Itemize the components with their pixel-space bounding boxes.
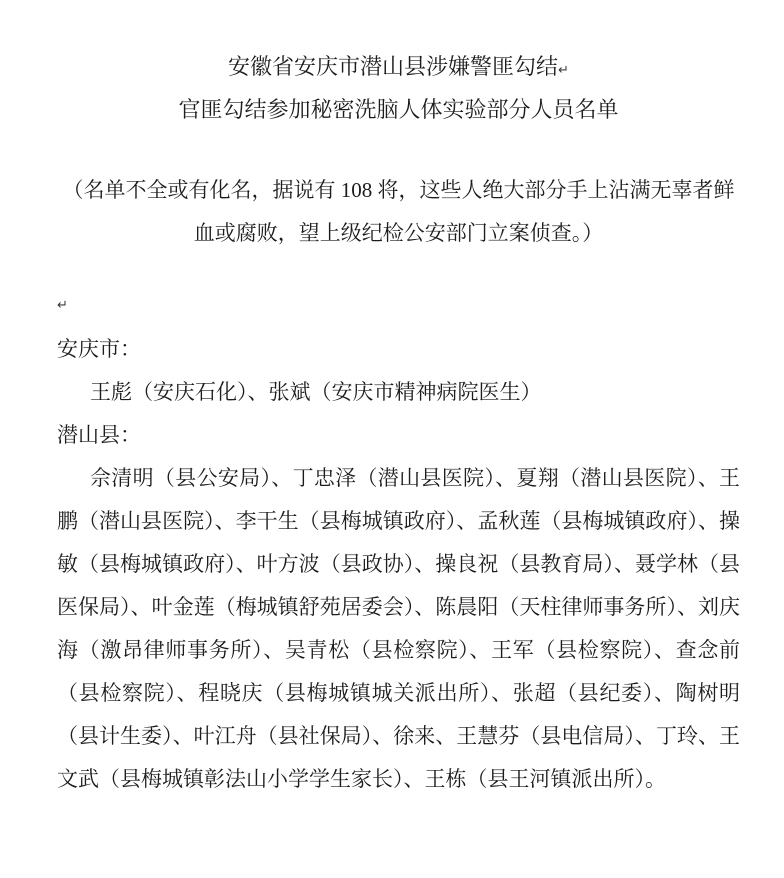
line-break-mark: ↵ xyxy=(558,63,569,78)
section-body-qianshan: 佘清明（县公安局）、丁忠泽（潜山县医院）、夏翔（潜山县医院）、王鹏（潜山县医院）、李干生（县梅城镇政府）、孟秋莲（县梅城镇政府）、操敏（县梅城镇政府）、叶方波（县政协）、操良祝（县教育局）、聂学林（县医保局）、叶金莲（梅城镇舒苑居委会）、陈晨阳（天柱律师事务所）、刘庆海（激昂律师事务所）、吴青松（县检察院）、王军（县检察院）、查念前（县检察院）、程晓庆（县梅城镇城关派出所）、张超（县纪委）、陶树明（县计生委）、叶江舟（县社保局）、徐来、王慧芬（县电信局）、丁玲、王文武（县梅城镇彰法山小学学生家长）、王栋（县王河镇派出所）。 xyxy=(57,466,740,791)
title-line-1-text: 安徽省安庆市潜山县涉嫌警匪勾结 xyxy=(228,54,559,79)
document-title xyxy=(57,47,740,129)
title-line-1 xyxy=(57,47,740,90)
section-body-anqing: 王彪（安庆石化）、张斌（安庆市精神病院医生） xyxy=(90,380,542,404)
note-paragraph: （名单不全或有化名，据说有 108 将，这些人绝大部分手上沾满无辜者鲜血或腐败，望上级纪检公安部门立案侦查。） xyxy=(62,178,735,245)
empty-paragraph xyxy=(57,295,740,316)
section-heading-anqing: 安庆市： xyxy=(57,337,141,361)
title-line-2: 官匪勾结参加秘密洗脑人体实验部分人员名单 xyxy=(178,97,619,122)
paragraph-return-mark: ↵ xyxy=(57,298,68,313)
section-heading-qianshan: 潜山县： xyxy=(57,423,141,447)
